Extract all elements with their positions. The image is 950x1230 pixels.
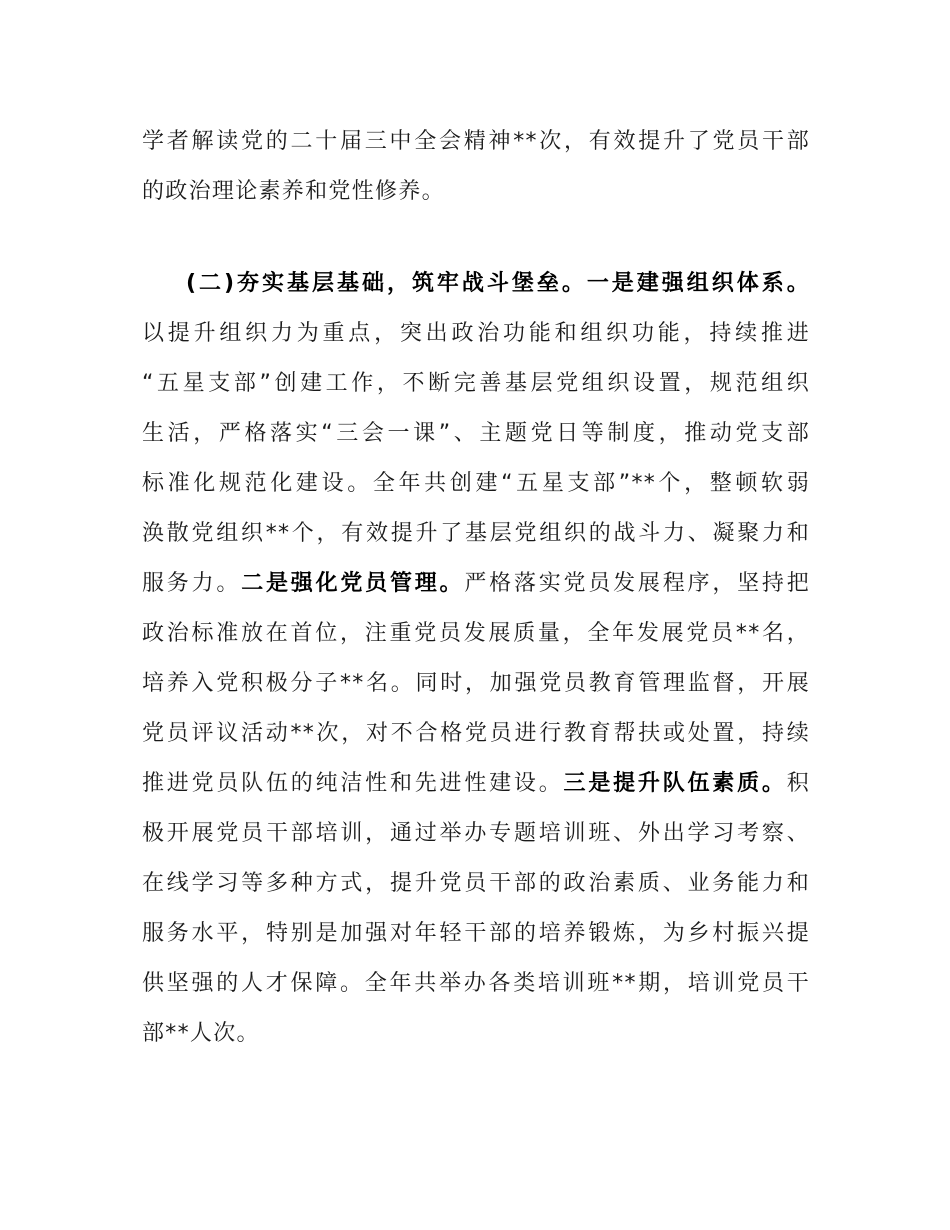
- text-line: [142, 117, 810, 167]
- document-body: [142, 117, 810, 1059]
- bold-text-run: 三是提升队伍素质。: [563, 771, 787, 796]
- text-run: 标准化规范化建设。全年共创建“五星支部”**个，整顿软弱: [142, 471, 810, 496]
- text-run: 在线学习等多种方式，提升党员干部的政治素质、业务能力和: [142, 871, 810, 896]
- text-line: [142, 259, 810, 309]
- text-line: [142, 759, 810, 809]
- bold-text-run: 二是强化党员管理。: [241, 571, 465, 596]
- text-line: [142, 509, 810, 559]
- text-line: [142, 1009, 810, 1059]
- text-line: [142, 909, 810, 959]
- text-line: [142, 709, 810, 759]
- text-line: [142, 409, 810, 459]
- text-run: 学者解读党的二十届三中全会精神**次，有效提升了党员干部: [142, 129, 810, 154]
- text-run: “五星支部”创建工作，不断完善基层党组织设置，规范组织: [142, 371, 810, 396]
- text-line: [142, 659, 810, 709]
- text-line: [142, 459, 810, 509]
- text-run: 培养入党积极分子**名。同时，加强党员教育管理监督，开展: [142, 671, 810, 696]
- text-line: [142, 959, 810, 1009]
- text-run: 极开展党员干部培训，通过举办专题培训班、外出学习考察、: [142, 821, 810, 846]
- text-run: 推进党员队伍的纯洁性和先进性建设。: [142, 771, 564, 796]
- bold-text-run: (二)夯实基层基础，筑牢战斗堡垒。: [186, 271, 587, 296]
- bold-text-run: 一是建强组织体系。: [586, 271, 810, 296]
- text-line: [142, 359, 810, 409]
- text-line: [142, 559, 810, 609]
- text-run: 以提升组织力为重点，突出政治功能和组织功能，持续推进: [142, 321, 810, 346]
- text-line: [142, 609, 810, 659]
- paragraph-continued: [142, 117, 810, 217]
- text-line: [142, 859, 810, 909]
- text-run: 政治标准放在首位，注重党员发展质量，全年发展党员**名，: [142, 621, 810, 646]
- text-run: 党员评议活动**次，对不合格党员进行教育帮扶或处置，持续: [142, 721, 810, 746]
- text-run: 服务水平，特别是加强对年轻干部的培养锻炼，为乡村振兴提: [142, 921, 810, 946]
- text-run: 积: [786, 771, 811, 796]
- text-run: 生活，严格落实“三会一课”、主题党日等制度，推动党支部: [142, 421, 810, 446]
- text-line: [142, 809, 810, 859]
- paragraph-section-2: [142, 259, 810, 1059]
- text-run: 供坚强的人才保障。全年共举办各类培训班**期，培训党员干: [142, 971, 810, 996]
- text-run: 的政治理论素养和党性修养。: [142, 179, 445, 204]
- text-run: 服务力。: [142, 571, 242, 596]
- text-line: [142, 167, 810, 217]
- text-run: 严格落实党员发展程序，坚持把: [464, 571, 811, 596]
- paragraph-gap: [142, 217, 810, 259]
- text-run: 部**人次。: [142, 1021, 260, 1046]
- text-run: 涣散党组织**个，有效提升了基层党组织的战斗力、凝聚力和: [142, 521, 810, 546]
- text-line: [142, 309, 810, 359]
